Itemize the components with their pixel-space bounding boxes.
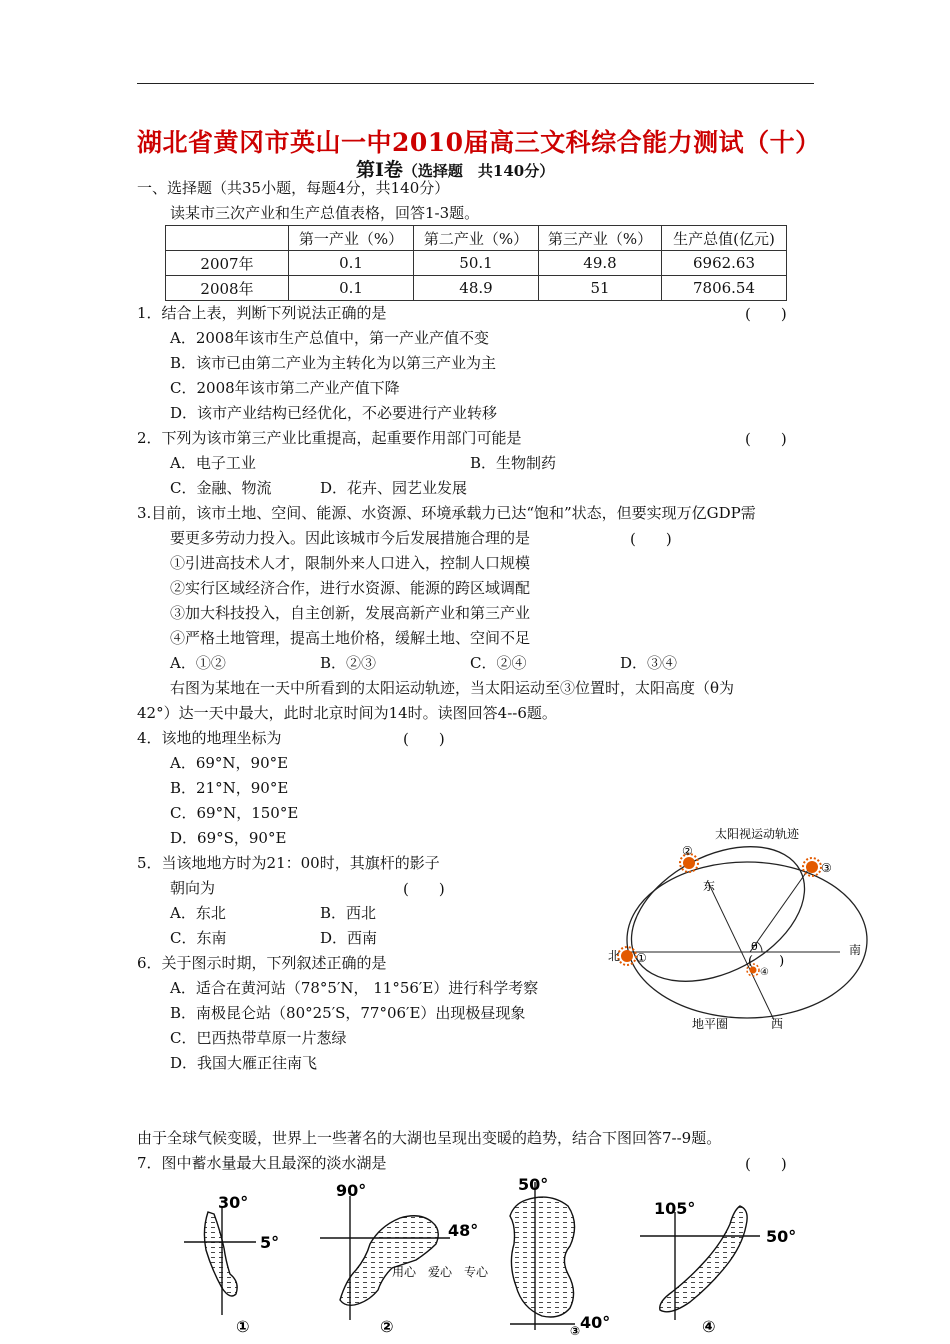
q1-option-c: C．2008年该市第二产业产值下降 — [170, 379, 400, 397]
diagram-answer-blank: ( ) — [748, 954, 785, 969]
horizon-label: 地平圈 — [692, 1017, 729, 1031]
table-row — [166, 276, 787, 301]
lake-4-num: ④ — [702, 1317, 716, 1336]
diagram-title: 太阳视运动轨迹 — [715, 827, 800, 841]
table-cell: 51 — [539, 276, 662, 301]
horizon-circle — [627, 862, 867, 1018]
lake-2 — [320, 1181, 478, 1336]
table-cell: 6962.63 — [662, 251, 787, 276]
q5-option-a: A．东北 — [170, 904, 226, 922]
q3-item-3: ③加大科技投入，自主创新，发展高新产业和第三产业 — [170, 604, 531, 622]
lake-4-lat: 50° — [766, 1227, 797, 1246]
q5-answer-blank: ( ) — [403, 880, 445, 898]
sun-path-diagram — [600, 820, 870, 1040]
q3-stem-line1: 3.目前，该市土地、空间、能源、水资源、环境承载力已达“饱和”状态，但要实现万亿GDP需 — [137, 504, 756, 522]
q3-item-4: ④严格土地管理，提高土地价格，缓解土地、空间不足 — [170, 629, 531, 647]
q4-option-d: D．69°S，90°E — [170, 829, 287, 847]
table-cell: 0.1 — [289, 251, 414, 276]
q5-option-c: C．东南 — [170, 929, 227, 947]
watermark: 用心 爱心 专心 — [392, 1265, 489, 1279]
lakes-figure — [170, 1170, 820, 1340]
lake-4 — [640, 1199, 796, 1336]
sun-path-ellipse — [609, 820, 828, 1009]
table-cell: 2008年 — [166, 276, 289, 301]
lake-3 — [510, 1175, 610, 1338]
mark-3-label: ③ — [821, 861, 832, 875]
q3-answer-blank: ( ) — [630, 530, 672, 548]
q4-option-b: B．21°N，90°E — [170, 779, 289, 797]
sun-3-icon — [803, 858, 821, 876]
q3-stem-line2: 要更多劳动力投入。因此该城市今后发展措施合理的是 — [170, 529, 531, 547]
east-west-line — [708, 882, 774, 1020]
lake-1-num: ① — [236, 1317, 250, 1336]
table-header-row — [166, 226, 787, 251]
q3-option-a: A．①② — [170, 654, 226, 672]
part-title-main: 第Ⅰ卷 — [356, 159, 403, 181]
q2-answer-blank: ( ) — [745, 430, 787, 448]
lake-1 — [184, 1193, 279, 1336]
mark-2-label: ② — [682, 844, 693, 858]
north-label: 北 — [608, 949, 621, 963]
q4-option-a: A．69°N，90°E — [170, 754, 289, 772]
lake-2-lat: 48° — [448, 1221, 479, 1240]
table-cell: 49.8 — [539, 251, 662, 276]
table-row — [166, 251, 787, 276]
q5-option-d: D．西南 — [320, 929, 378, 947]
q1-stem: 1．结合上表，判断下列说法正确的是 — [137, 304, 387, 322]
q6-option-a: A．适合在黄河站（78°5′N， 11°56′E）进行科学考察 — [170, 979, 539, 997]
table-header-cell: 第一产业（%） — [289, 226, 414, 251]
header-rule — [137, 83, 814, 84]
theta-label: θ — [751, 940, 758, 953]
table-cell: 48.9 — [414, 276, 539, 301]
table-header-cell — [166, 226, 289, 251]
mark-4-label: ④ — [760, 967, 769, 978]
q3-item-2: ②实行区域经济合作，进行水资源、能源的跨区域调配 — [170, 579, 531, 597]
table-cell: 0.1 — [289, 276, 414, 301]
lake-2-num: ② — [380, 1317, 394, 1336]
q5-stem-line1: 5．当该地地方时为21：00时，其旗杆的影子 — [137, 854, 440, 872]
q4-option-c: C．69°N，150°E — [170, 804, 299, 822]
lake-4-lon: 105° — [654, 1199, 696, 1218]
q2-option-c: C．金融、物流 — [170, 479, 272, 497]
lake-3-num: ③ — [570, 1324, 581, 1338]
q4-stem: 4．该地的地理坐标为 — [137, 729, 282, 747]
section-heading: 一、选择题（共35小题，每题4分，共140分） — [137, 179, 450, 197]
lake-3-lat: 50° — [518, 1175, 549, 1194]
q6-stem: 6．关于图示时期，下列叙述正确的是 — [137, 954, 387, 972]
q7-answer-blank: ( ) — [745, 1155, 787, 1173]
intro-q1-3: 读某市三次产业和生产总值表格，回答1-3题。 — [170, 204, 480, 222]
table-header-cell: 第三产业（%） — [539, 226, 662, 251]
theta-arc — [757, 942, 762, 952]
q2-stem: 2．下列为该市第三产业比重提高，起重要作用部门可能是 — [137, 429, 522, 447]
lake-3-lon: 40° — [580, 1313, 611, 1332]
mark-1-label: ① — [636, 951, 647, 965]
q6-option-b: B．南极昆仑站（80°25′S，77°06′E）出现极昼现象 — [170, 1004, 526, 1022]
q2-option-b: B．生物制药 — [470, 454, 557, 472]
intro-q4-6-line2: 42°）达一天中最大，此时北京时间为14时。读图回答4--6题。 — [137, 704, 557, 722]
q1-answer-blank: ( ) — [745, 305, 787, 323]
east-label: 东 — [703, 879, 716, 893]
q2-option-a: A．电子工业 — [170, 454, 256, 472]
q3-option-c: C．②④ — [470, 654, 527, 672]
lake-1-lon: 30° — [218, 1193, 249, 1212]
intro-q7-9: 由于全球气候变暖，世界上一些著名的大湖也呈现出变暖的趋势，结合下图回答7--9题。 — [137, 1129, 722, 1147]
q3-item-1: ①引进高技术人才，限制外来人口进入，控制人口规模 — [170, 554, 531, 572]
q7-stem: 7．图中蓄水量最大且最深的淡水湖是 — [137, 1154, 387, 1172]
q1-option-a: A．2008年该市生产总值中，第一产业产值不变 — [170, 329, 490, 347]
lake-1-lat: 5° — [260, 1233, 280, 1252]
page-title: 湖北省黄冈市英山一中2010届高三文科综合能力测试（十） — [137, 128, 821, 157]
industry-table — [165, 225, 787, 301]
q2-option-d: D．花卉、园艺业发展 — [320, 479, 468, 497]
q6-option-d: D．我国大雁正往南飞 — [170, 1054, 318, 1072]
q6-option-c: C．巴西热带草原一片葱绿 — [170, 1029, 347, 1047]
west-label: 西 — [771, 1017, 784, 1031]
q3-option-d: D．③④ — [620, 654, 678, 672]
q1-option-b: B．该市已由第二产业为主转化为以第三产业为主 — [170, 354, 497, 372]
table-cell: 2007年 — [166, 251, 289, 276]
south-label: 南 — [849, 943, 862, 957]
table-header-cell: 第二产业（%） — [414, 226, 539, 251]
q3-option-b: B．②③ — [320, 654, 377, 672]
table-header-cell: 生产总值(亿元) — [662, 226, 787, 251]
part-title-note: （选择题 共140分） — [402, 162, 555, 180]
table-cell: 50.1 — [414, 251, 539, 276]
sun-1-icon — [618, 947, 636, 965]
intro-q4-6-line1: 右图为某地在一天中所看到的太阳运动轨迹，当太阳运动至③位置时，太阳高度（θ为 — [170, 679, 735, 697]
q5-option-b: B．西北 — [320, 904, 377, 922]
q5-stem-line2: 朝向为 — [170, 879, 216, 897]
q4-answer-blank: ( ) — [403, 730, 445, 748]
q1-option-d: D．该市产业结构已经优化，不必要进行产业转移 — [170, 404, 498, 422]
lake-2-lon: 90° — [336, 1181, 367, 1200]
table-cell: 7806.54 — [662, 276, 787, 301]
